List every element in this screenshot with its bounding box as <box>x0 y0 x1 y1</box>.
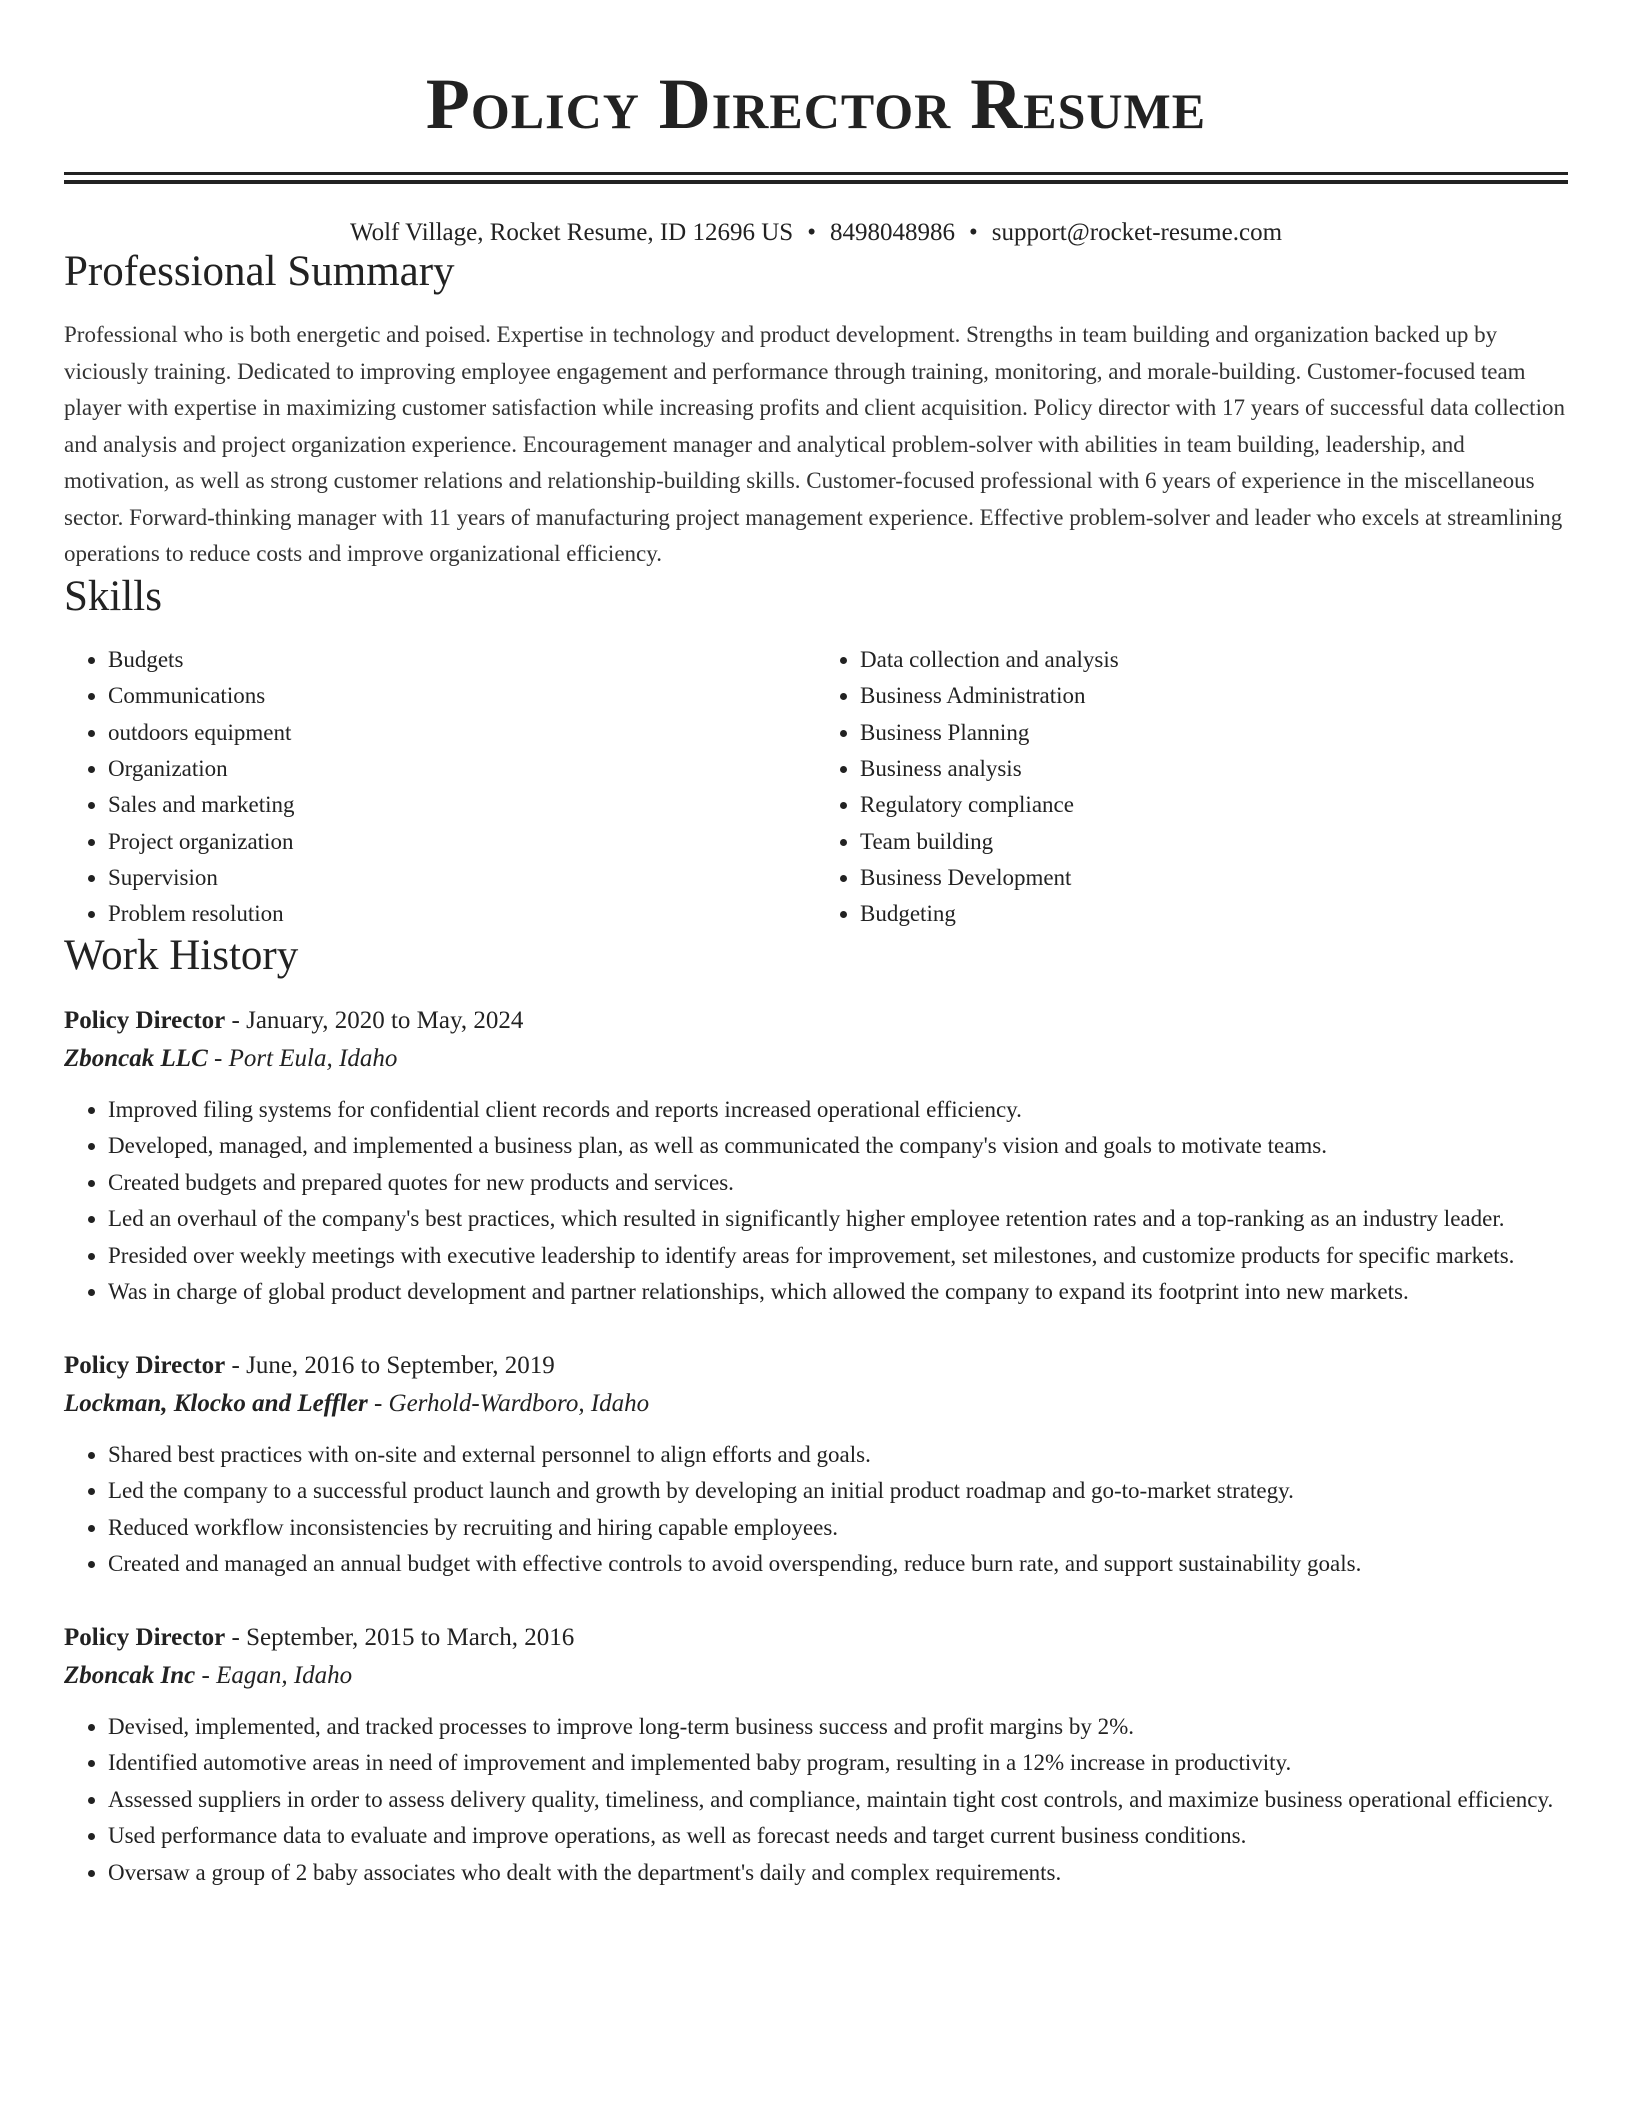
job-entry <box>64 1347 1568 1583</box>
job-title: Policy Director <box>64 1623 226 1651</box>
page-title: Policy Director Resume <box>425 64 1207 144</box>
job-bullets <box>64 1709 1568 1892</box>
contact-separator: • <box>968 219 978 246</box>
summary-heading: Professional Summary <box>64 248 455 295</box>
skills-column-left <box>64 642 816 932</box>
contact-phone: 8498048986 <box>829 219 955 246</box>
skills-list <box>64 642 1568 932</box>
skill-item: • Team building <box>860 824 1568 860</box>
job-company-line <box>64 1657 1568 1695</box>
job-company: Zboncak LLC <box>64 1044 208 1072</box>
skill-item: • Business analysis <box>860 751 1568 787</box>
job-dates: - June, 2016 to September, 2019 <box>225 1351 555 1379</box>
job-bullets <box>64 1092 1568 1311</box>
skill-item: • Business Administration <box>860 678 1568 714</box>
job-bullet: • Led the company to a successful product launch and growth by developing an initial product roadmap and go-to-market strategy. <box>108 1473 1568 1510</box>
skill-item: • Budgeting <box>860 896 1568 932</box>
skill-item: • Supervision <box>108 860 816 896</box>
skill-item: • Problem resolution <box>108 896 816 932</box>
skill-item: • Budgets <box>108 642 816 678</box>
job-location: - Gerhold-Wardboro, Idaho <box>367 1389 650 1417</box>
job-dates: - September, 2015 to March, 2016 <box>225 1623 575 1651</box>
job-location: - Port Eula, Idaho <box>207 1044 398 1072</box>
skill-item: • Business Planning <box>860 715 1568 751</box>
job-bullet: • Led an overhaul of the company's best practices, which resulted in significantly higher employee retention rates and a top-ranking as an industry leader. <box>108 1201 1568 1238</box>
skill-item: • Business Development <box>860 860 1568 896</box>
work-history-heading: Work History <box>64 932 299 980</box>
skill-item: • Sales and marketing <box>108 787 816 823</box>
job-bullet: • Assessed suppliers in order to assess delivery quality, timeliness, and compliance, maintain tight cost controls, and maximize business operational efficiency. <box>108 1782 1568 1819</box>
job-bullet: • Was in charge of global product development and partner relationships, which allowed the company to expand its footprint into new markets. <box>108 1274 1568 1311</box>
summary-text: Professional who is both energetic and poised. Expertise in technology and product development. Strengths in team building and organization backed up by viciously training. Dedicated to improving employee engagement and performance through training, monitoring, and morale-building. Customer-focused team player with expertise in maximizing customer satisfaction while increasing profits and client acquisition. Policy director with 17 years of successful data collection and analysis and project organization experience. Encouragement manager and analytical problem-solver with abilities in team building, leadership, and motivation, as well as strong customer relations and relationship-building skills. Customer-focused professional with 6 years of experience in the miscellaneous sector. Forward-thinking manager with 11 years of manufacturing project management experience. Effective problem-solver and leader who excels at streamlining operations to reduce costs and improve organizational efficiency. <box>64 322 1565 567</box>
contact-address: Wolf Village, Rocket Resume, ID 12696 US <box>349 219 794 246</box>
job-bullet: • Presided over weekly meetings with executive leadership to identify areas for improvement, set milestones, and customize products for specific markets. <box>108 1238 1568 1275</box>
job-title: Policy Director <box>64 1006 226 1034</box>
contact-email: support@rocket-resume.com <box>991 219 1283 246</box>
skills-heading: Skills <box>64 572 162 620</box>
job-location: - Eagan, Idaho <box>195 1661 353 1689</box>
job-bullet: • Improved filing systems for confidential client records and reports increased operational efficiency. <box>108 1092 1568 1129</box>
job-bullet: • Devised, implemented, and tracked processes to improve long-term business success and profit margins by 2%. <box>108 1709 1568 1746</box>
job-company-line <box>64 1385 1568 1423</box>
job-bullets <box>64 1437 1568 1583</box>
skill-item: • Regulatory compliance <box>860 787 1568 823</box>
job-title-line <box>64 1619 1568 1657</box>
job-company: Zboncak Inc <box>64 1661 196 1689</box>
skill-item: • Communications <box>108 678 816 714</box>
job-title-line <box>64 1002 1568 1040</box>
job-bullet: • Developed, managed, and implemented a business plan, as well as communicated the company's vision and goals to motivate teams. <box>108 1128 1568 1165</box>
job-bullet: • Shared best practices with on-site and external personnel to align efforts and goals. <box>108 1437 1568 1474</box>
job-entry <box>64 1619 1568 1892</box>
contact-separator: • <box>807 219 816 246</box>
contact-line <box>64 218 1568 248</box>
job-bullet: • Identified automotive areas in need of improvement and implemented baby program, resulting in a 12% increase in productivity. <box>108 1745 1568 1782</box>
skills-column-right <box>816 642 1568 932</box>
job-dates: - January, 2020 to May, 2024 <box>225 1006 524 1034</box>
skill-item: • Data collection and analysis <box>860 642 1568 678</box>
job-company: Lockman, Klocko and Leffler <box>64 1389 368 1417</box>
title-divider <box>64 172 1568 184</box>
skill-item: • outdoors equipment <box>108 715 816 751</box>
job-title-line <box>64 1347 1568 1385</box>
job-company-line <box>64 1040 1568 1078</box>
job-title: Policy Director <box>64 1351 226 1379</box>
job-bullet: • Created budgets and prepared quotes for new products and services. <box>108 1165 1568 1202</box>
skill-item: • Project organization <box>108 824 816 860</box>
job-bullet: • Created and managed an annual budget with effective controls to avoid overspending, reduce burn rate, and support sustainability goals. <box>108 1546 1568 1583</box>
job-bullet: • Reduced workflow inconsistencies by recruiting and hiring capable employees. <box>108 1510 1568 1547</box>
job-entry <box>64 1002 1568 1311</box>
job-bullet: • Used performance data to evaluate and improve operations, as well as forecast needs and target current business conditions. <box>108 1818 1568 1855</box>
job-bullet: • Oversaw a group of 2 baby associates who dealt with the department's daily and complex requirements. <box>108 1855 1568 1892</box>
skill-item: • Organization <box>108 751 816 787</box>
